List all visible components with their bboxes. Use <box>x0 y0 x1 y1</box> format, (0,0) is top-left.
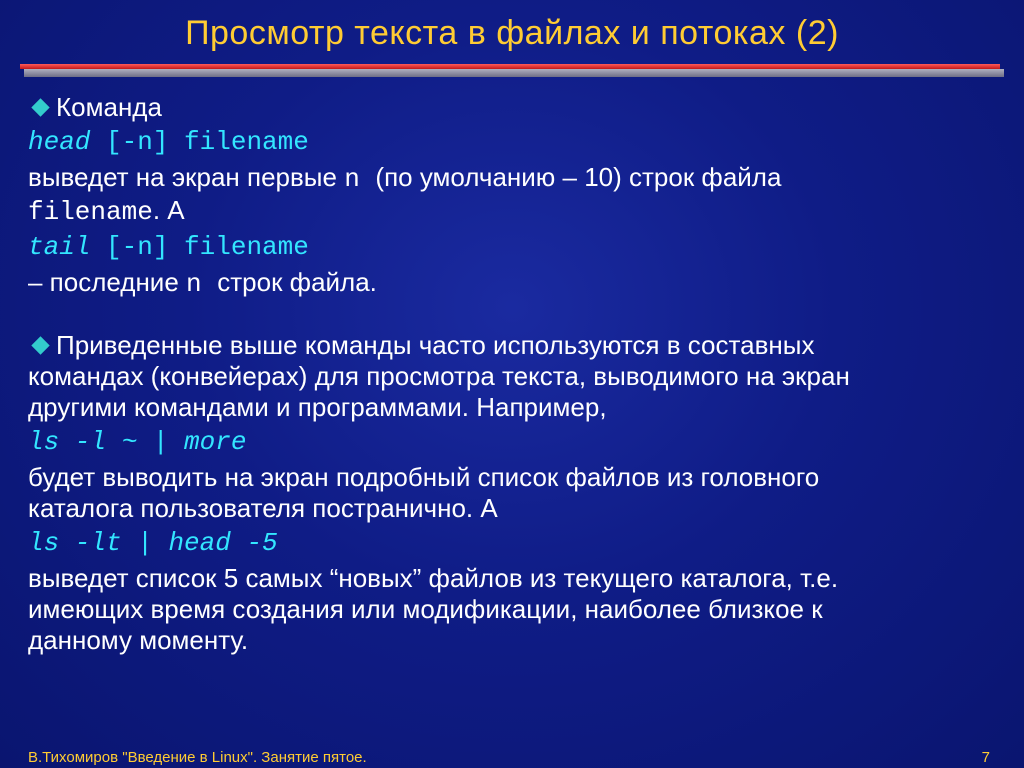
title-divider-line <box>20 64 1000 69</box>
diamond-bullet-icon <box>31 98 49 116</box>
title-divider-shadow <box>24 69 1004 77</box>
head-command-args: [-n] filename <box>90 127 309 157</box>
example-1-description <box>28 462 988 524</box>
head-desc-filename: filename <box>28 197 153 227</box>
tail-command-name: tail <box>28 232 91 262</box>
diamond-bullet-icon <box>31 336 49 354</box>
slide-title: Просмотр текста в файлах и потоках (2) <box>185 14 839 52</box>
example-2-command <box>28 528 988 559</box>
tail-desc-part-b: строк файла. <box>217 267 377 297</box>
slide-content <box>28 92 988 656</box>
bullet-1-text: Команда <box>56 92 162 122</box>
head-description <box>28 162 988 228</box>
bullet-2-line-3: другими командами и программами. Например, <box>28 392 607 422</box>
example-1-desc-line-1: будет выводить на экран подробный список файлов из головного <box>28 462 820 492</box>
example-2-command-b: head -5 <box>168 528 278 558</box>
head-desc-part-b: (по умолчанию – 10) строк файла <box>375 162 782 192</box>
tail-desc-n: n <box>186 269 218 299</box>
example-2-desc-line-2: имеющих время создания или модификации, наиболее близкое к <box>28 594 823 624</box>
example-1-command <box>28 427 988 458</box>
head-desc-part-c: . А <box>152 195 185 225</box>
title-divider <box>20 64 1004 78</box>
head-desc-part-a: выведет на экран первые <box>28 162 345 192</box>
tail-desc-part-a: – последние <box>28 267 187 297</box>
footer-author: В.Тихомиров "Введение в Linux". Занятие пятое. <box>28 749 367 766</box>
example-2-desc-line-3: данному моменту. <box>28 625 249 655</box>
example-2-description <box>28 563 988 656</box>
bullet-2-line-2: командах (конвейерах) для просмотра текста, выводимого на экран <box>28 361 850 391</box>
section-gap <box>28 300 988 330</box>
bullet-1 <box>28 92 988 123</box>
tail-description <box>28 267 988 300</box>
footer-page-number: 7 <box>981 749 990 766</box>
head-command-name: head <box>28 127 91 157</box>
tail-command-syntax <box>28 232 988 263</box>
example-2-command-a: ls -lt | <box>28 528 169 558</box>
example-1-desc-line-2: каталога пользователя постранично. А <box>28 493 498 523</box>
bullet-2 <box>28 330 988 423</box>
tail-command-args: [-n] filename <box>90 232 309 262</box>
example-1-command-b: more <box>184 427 247 457</box>
head-command-syntax <box>28 127 988 158</box>
example-2-desc-line-1: выведет список 5 самых “новых” файлов из текущего каталога, т.е. <box>28 563 839 593</box>
head-desc-n: n <box>344 164 376 194</box>
bullet-2-line-1: Приведенные выше команды часто используются в составных <box>56 330 815 360</box>
example-1-command-a: ls -l ~ | <box>28 427 185 457</box>
